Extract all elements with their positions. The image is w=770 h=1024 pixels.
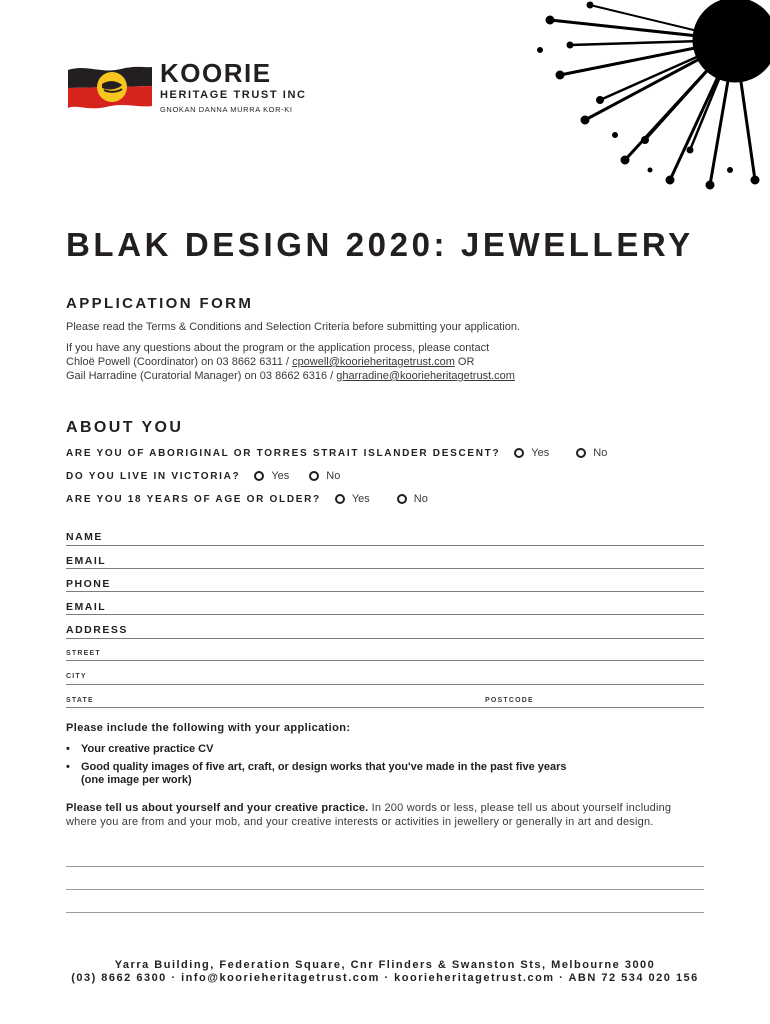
logo-subtitle: HERITAGE TRUST INC: [160, 89, 307, 101]
contact-block: [66, 341, 515, 383]
phone-field-label: PHONE: [66, 578, 111, 590]
footer-address: Yarra Building, Federation Square, Cnr Flinders & Swanston Sts, Melbourne 3000: [114, 959, 656, 971]
option-label: No: [593, 447, 608, 459]
list-item-continuation: (one image per work): [81, 774, 192, 786]
question-age: [66, 493, 428, 505]
list-item-text: Good quality images of five art, craft, or design works that you've made in the past five years: [81, 761, 567, 773]
option-label: No: [326, 470, 341, 482]
about-you-heading: ABOUT YOU: [66, 419, 184, 436]
address-field[interactable]: [66, 638, 704, 639]
tell-us-text: In 200 words or less, please tell us about yourself including where you are from and your mob, and your creative interests or activities in jewellery or generally in art and design.: [66, 802, 672, 828]
street-field[interactable]: [66, 660, 704, 661]
city-label: CITY: [66, 673, 87, 680]
ink-splash-graphic: [530, 0, 770, 190]
contact-line-2: [66, 369, 515, 383]
tell-us-bold: Please tell us about yourself and your creative practice.: [66, 802, 369, 814]
contact-2-email-link[interactable]: gharradine@koorieheritagetrust.com: [336, 370, 515, 382]
list-item: • Your creative practice CV: [66, 743, 214, 755]
option-label: No: [413, 493, 428, 505]
address-field-label: ADDRESS: [66, 624, 128, 636]
state-postcode-field[interactable]: [66, 707, 704, 708]
question-descent: [66, 447, 607, 459]
question-label: ARE YOU 18 YEARS OF AGE OR OLDER?: [66, 493, 321, 505]
page-title: BLAK DESIGN 2020: JEWELLERY: [66, 226, 694, 263]
email-field-label: EMAIL: [66, 555, 107, 567]
radio-no-descent[interactable]: [576, 447, 607, 459]
radio-no-age[interactable]: [397, 493, 428, 505]
answer-line[interactable]: [66, 889, 704, 890]
radio-no-victoria[interactable]: [309, 470, 340, 482]
question-label: DO YOU LIVE IN VICTORIA?: [66, 470, 241, 482]
radio-circle-icon: [576, 448, 586, 458]
radio-circle-icon: [514, 448, 524, 458]
email-2-field-label: EMAIL: [66, 601, 107, 613]
street-label: STREET: [66, 650, 101, 657]
name-field-label: NAME: [66, 531, 103, 543]
city-field[interactable]: [66, 684, 704, 685]
question-label: ARE YOU OF ABORIGINAL OR TORRES STRAIT ISLANDER DESCENT?: [66, 447, 501, 459]
contact-2-text: Gail Harradine (Curatorial Manager) on 03 8662 6316 /: [66, 370, 337, 382]
list-item: • Good quality images of five art, craft, or design works that you've made in the past five years: [66, 761, 567, 773]
tell-us-prompt: [66, 801, 686, 829]
radio-yes-descent[interactable]: [514, 447, 549, 459]
contact-1-text: Chloë Powell (Coordinator) on 03 8662 6311 /: [66, 356, 293, 368]
contact-1-suffix: OR: [454, 356, 475, 368]
radio-circle-icon: [254, 471, 264, 481]
contact-line-1: [66, 355, 515, 369]
include-heading: Please include the following with your application:: [66, 722, 351, 734]
intro-text: Please read the Terms & Conditions and Selection Criteria before submitting your application.: [66, 321, 521, 333]
email-2-field[interactable]: [66, 614, 704, 615]
logo-title: KOORIE: [160, 58, 272, 88]
name-field[interactable]: [66, 545, 704, 546]
state-label: STATE: [66, 697, 94, 704]
radio-yes-victoria[interactable]: [254, 470, 289, 482]
koorie-flag-logo: [66, 64, 154, 110]
email-field[interactable]: [66, 568, 704, 569]
radio-yes-age[interactable]: [335, 493, 370, 505]
application-form-heading: APPLICATION FORM: [66, 295, 254, 312]
option-label: Yes: [531, 447, 550, 459]
phone-field[interactable]: [66, 591, 704, 592]
footer-contact: (03) 8662 6300 · info@koorieheritagetrust.com · koorieheritagetrust.com · ABN 72 534 020 156: [71, 972, 699, 984]
logo-tagline: GNOKAN DANNA MURRA KOR-KI: [160, 105, 293, 114]
radio-circle-icon: [309, 471, 319, 481]
answer-line[interactable]: [66, 866, 704, 867]
contact-1-email-link[interactable]: cpowell@koorieheritagetrust.com: [292, 356, 455, 368]
list-item-text: Your creative practice CV: [81, 743, 214, 755]
contact-intro: If you have any questions about the program or the application process, please contact: [66, 342, 490, 354]
answer-line[interactable]: [66, 912, 704, 913]
radio-circle-icon: [335, 494, 345, 504]
postcode-label: POSTCODE: [485, 697, 534, 704]
radio-circle-icon: [397, 494, 407, 504]
question-victoria: [66, 470, 340, 482]
option-label: Yes: [271, 470, 290, 482]
option-label: Yes: [351, 493, 370, 505]
